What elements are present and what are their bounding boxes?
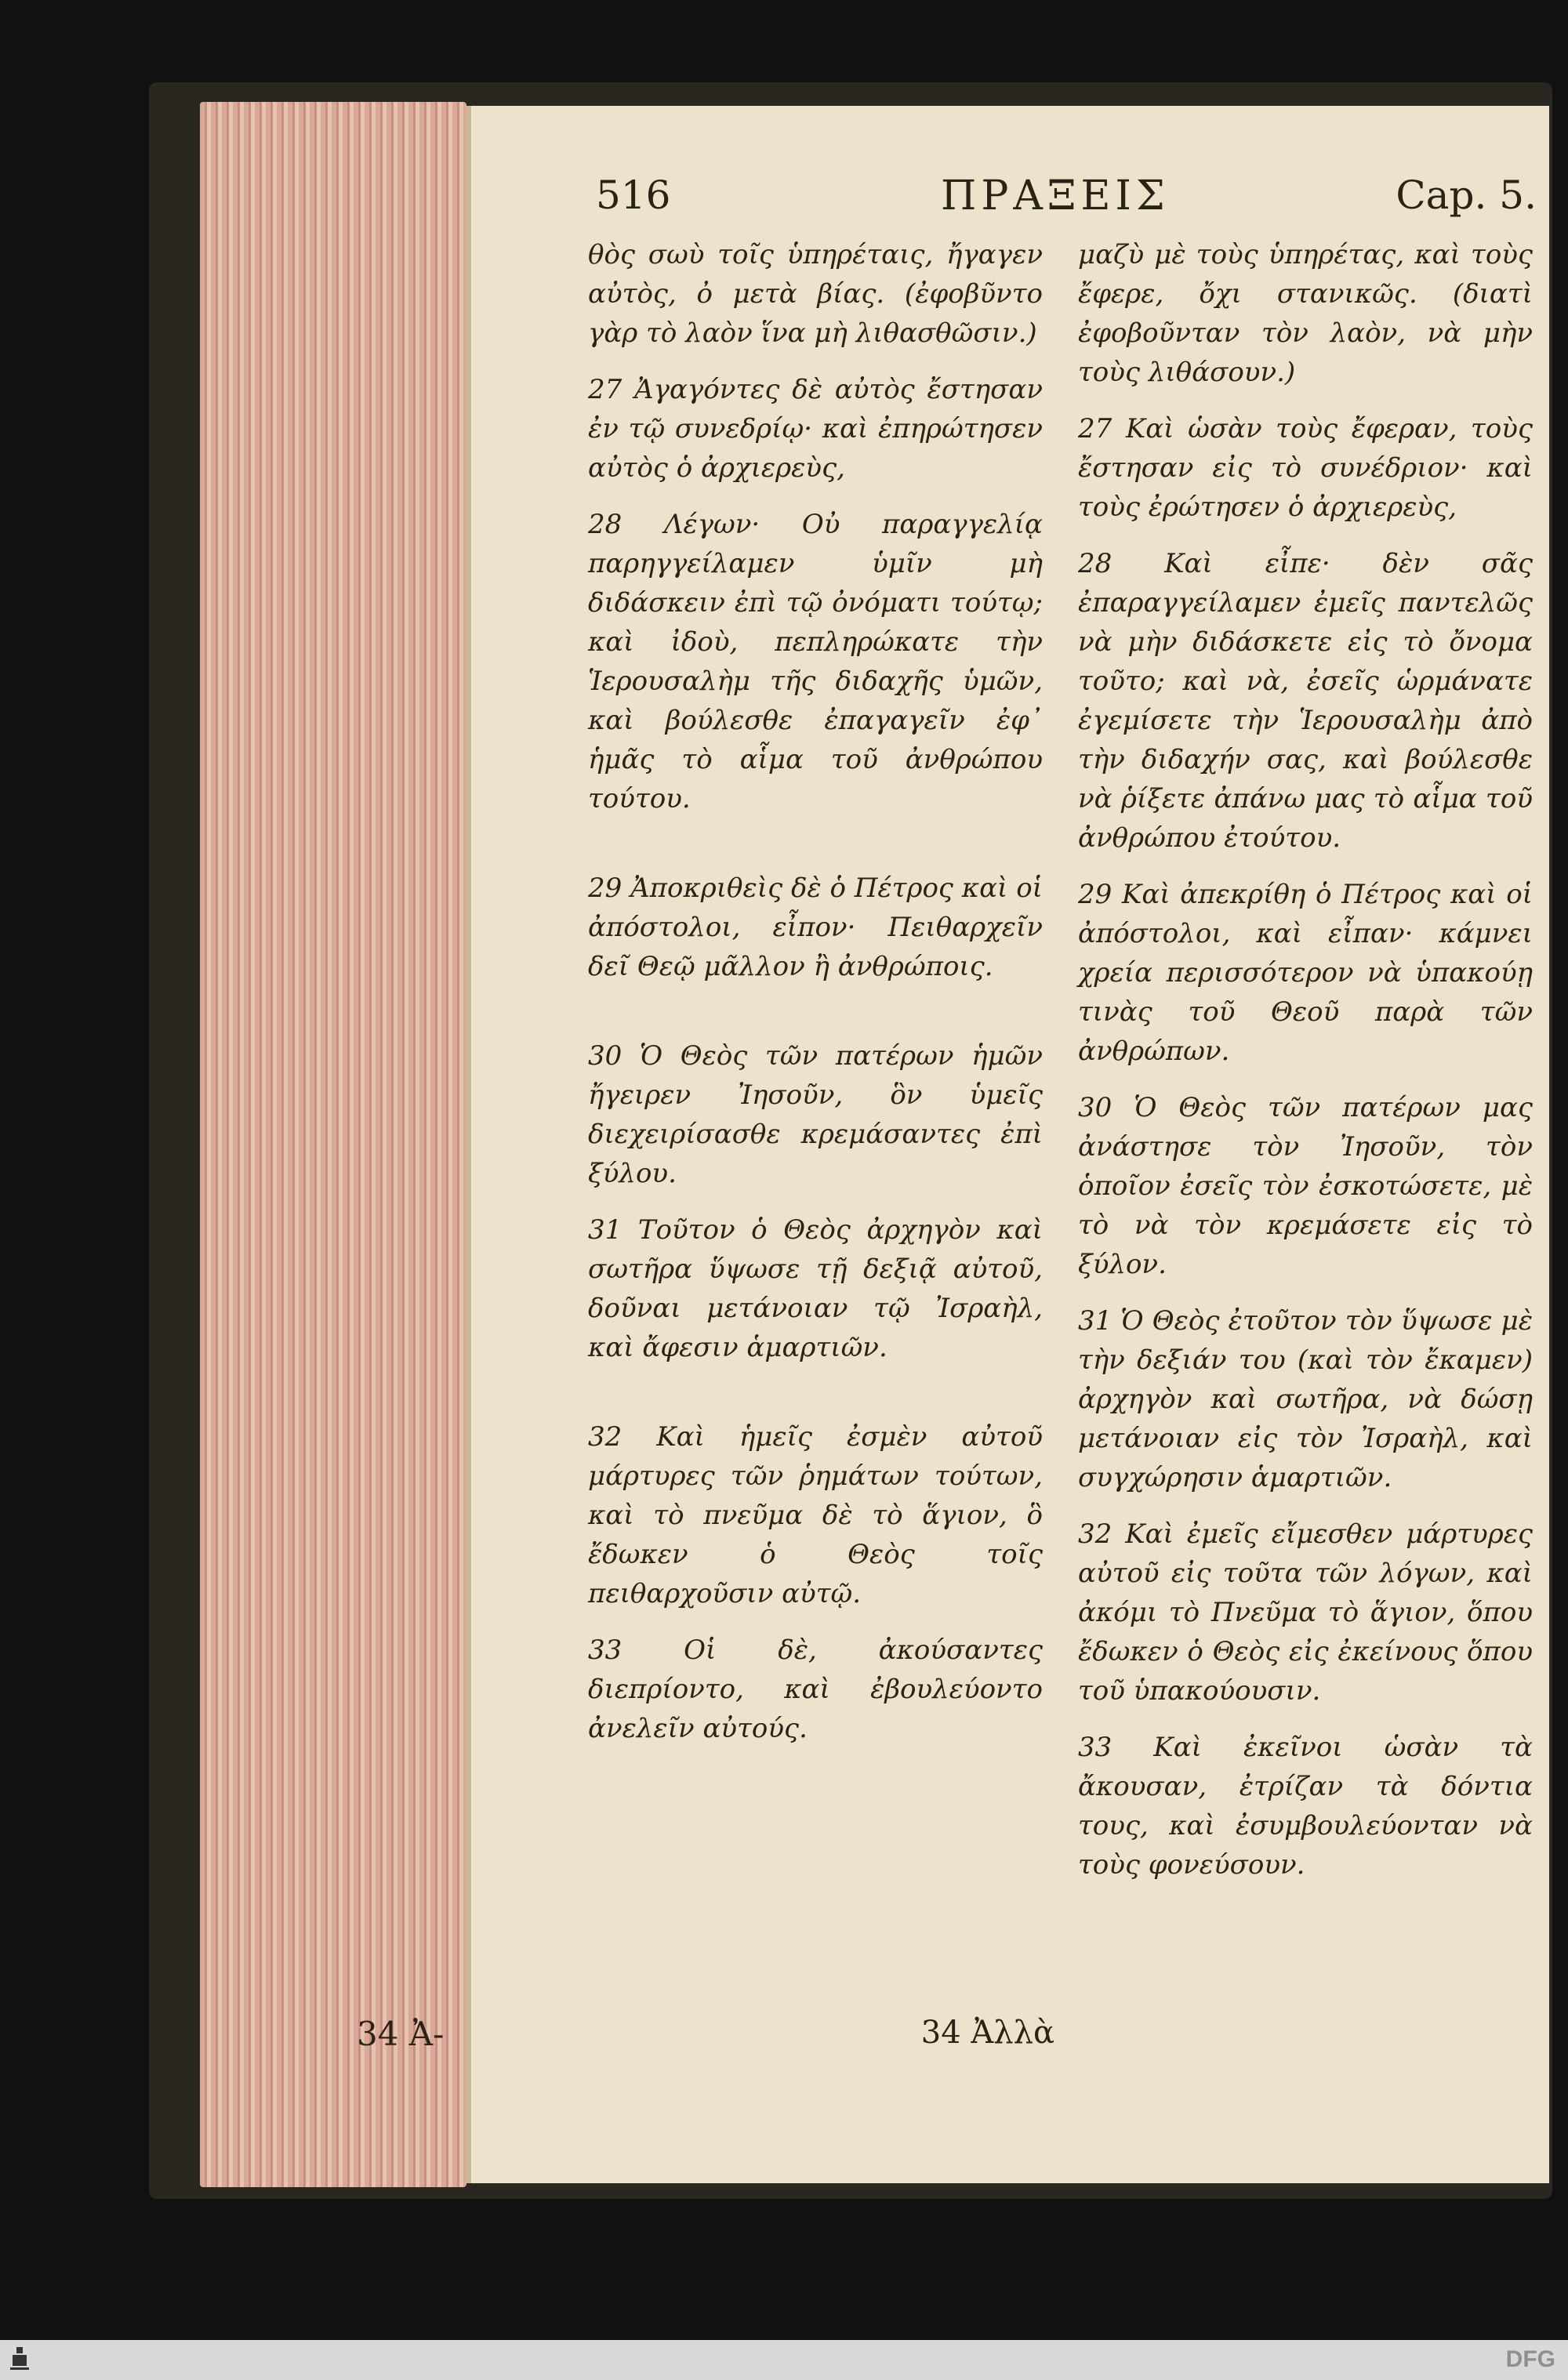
library-logo-icon [8,2344,31,2375]
chapter-label: Cap. 5. [1396,172,1537,218]
verse-paragraph: 31 Τοῦτον ὁ Θεὸς ἀρχηγὸν καὶ σωτῆρα ὕψωσε τῇ δεξιᾷ αὐτοῦ, δοῦναι μετάνοιαν τῷ Ἰσραὴλ, καὶ ἄφεσιν ἁμαρτιῶν. [588,1214,1043,1363]
text-columns [588,235,1533,2054]
verse-paragraph: 33 Καὶ ἐκεῖνοι ὡσὰν τὰ ἄκουσαν, ἐτρίζαν τὰ δόντια τους, καὶ ἐσυμβουλεύονταν νὰ τοὺς φονεύσουν. [1078,1732,1533,1881]
verse-paragraph: θὸς σωὺ τοῖς ὑπηρέταις, ἤγαγεν αὐτὸς, ὀ μετὰ βίας. (ἐφοβῦντο γὰρ τὸ λαὸν ἵνα μὴ λιθασθῶσιν.) [588,239,1043,349]
verse-paragraph: 29 Ἀποκριθεὶς δὲ ὁ Πέτρος καὶ οἱ ἀπόστολοι, εἶπον· Πειθαρχεῖν δεῖ Θεῷ μᾶλλον ἢ ἀνθρώποις. [588,873,1043,982]
page-header [596,172,1537,227]
verse-paragraph: 30 Ὁ Θεὸς τῶν πατέρων μας ἀνάστησε τὸν Ἰησοῦν, τὸν ὁποῖον ἐσεῖς τὸν ἐσκοτώσετε, μὲ τὸ νὰ τὸν κρεμάσετε εἰς τὸ ξύλον. [1078,1092,1533,1280]
verse-paragraph: 27 Ἀγαγόντες δὲ αὐτὸς ἔστησαν ἐν τῷ συνεδρίῳ· καὶ ἐπηρώτησεν αὐτὸς ὁ ἀρχιερεὺς, [588,374,1043,484]
verse-paragraph: 30 Ὁ Θεὸς τῶν πατέρων ἡμῶν ἤγειρεν Ἰησοῦν, ὃν ὑμεῖς διεχειρίσασθε κρεμάσαντες ἐπὶ ξύλου. [588,1040,1043,1189]
verse-paragraph: 32 Καὶ ἐμεῖς εἴμεσθεν μάρτυρες αὐτοῦ εἰς τοῦτα τῶν λόγων, καὶ ἀκόμι τὸ Πνεῦμα τὸ ἅγιον, ὅπου ἔδωκεν ὁ Θεὸς εἰς ἐκείνους ὅπου τοῦ ὑπακούουσιν. [1078,1518,1533,1707]
verse-paragraph: 32 Καὶ ἡμεῖς ἐσμὲν αὐτοῦ μάρτυρες τῶν ῥημάτων τούτων, καὶ τὸ πνεῦμα δὲ τὸ ἅγιον, ὃ ἔδωκεν ὁ Θεὸς τοῖς πειθαρχοῦσιν αὐτῷ. [588,1421,1043,1609]
verse-paragraph: 29 Καὶ ἀπεκρίθη ὁ Πέτρος καὶ οἱ ἀπόστολοι, καὶ εἶπαν· κάμνει χρεία περισσότερον νὰ ὑπακούῃ τινὰς τοῦ Θεοῦ παρὰ τῶν ἀνθρώπων. [1078,879,1533,1067]
verse-paragraph: 27 Καὶ ὡσὰν τοὺς ἔφεραν, τοὺς ἔστησαν εἰς τὸ συνέδριον· καὶ τοὺς ἐρώτησεν ὁ ἀρχιερεὺς, [1078,413,1533,523]
viewer-footer-bar [0,2340,1568,2380]
page-edges [200,102,466,2187]
left-column-ancient-greek [588,235,1043,1765]
right-column-modern-greek [1078,235,1533,1902]
running-title: ΠΡΑΞΕΙΣ [941,172,1170,219]
catchword-right: 34 Ἀλλὰ [920,2015,1054,2051]
catchword-left: 34 Ἀ- [357,2015,445,2053]
dfg-logo: DFG [1505,2346,1555,2372]
verse-paragraph: μαζὺ μὲ τοὺς ὑπηρέτας, καὶ τοὺς ἔφερε, ὄχι στανικῶς. (διατὶ ἐφοβοῦνταν τὸν λαὸν, νὰ μὴν τοὺς λιθάσουν.) [1078,239,1533,388]
page-number: 516 [596,172,671,218]
verse-paragraph: 31 Ὁ Θεὸς ἐτοῦτον τὸν ὕψωσε μὲ τὴν δεξιάν του (καὶ τὸν ἔκαμεν) ἀρχηγὸν καὶ σωτῆρα, νὰ δώσῃ μετάνοιαν εἰς τὸν Ἰσραὴλ, καὶ συγχώρησιν ἁμαρτιῶν. [1078,1305,1533,1493]
verse-paragraph: 33 Οἱ δὲ, ἀκούσαντες διεπρίοντο, καὶ ἐβουλεύοντο ἀνελεῖν αὐτούς. [588,1634,1043,1744]
verse-paragraph: 28 Καὶ εἶπε· δὲν σᾶς ἐπαραγγείλαμεν ἐμεῖς παντελῶς νὰ μὴν διδάσκετε εἰς τὸ ὄνομα τοῦτο; καὶ νὰ, ἐσεῖς ὡρμάνατε ἐγεμίσετε τὴν Ἱερουσαλὴμ ἀπὸ τὴν διδαχήν σας, καὶ βούλεσθε νὰ ῥίξετε ἀπάνω μας τὸ αἷμα τοῦ ἀνθρώπου ἐτούτου. [1078,548,1533,854]
verse-paragraph: 28 Λέγων· Οὐ παραγγελίᾳ παρηγγείλαμεν ὑμῖν μὴ διδάσκειν ἐπὶ τῷ ὀνόματι τούτῳ; καὶ ἰδοὺ, πεπληρώκατε τὴν Ἱερουσαλὴμ τῆς διδαχῆς ὑμῶν, καὶ βούλεσθε ἐπαγαγεῖν ἐφ᾽ ἡμᾶς τὸ αἷμα τοῦ ἀνθρώπου τούτου. [588,509,1043,814]
